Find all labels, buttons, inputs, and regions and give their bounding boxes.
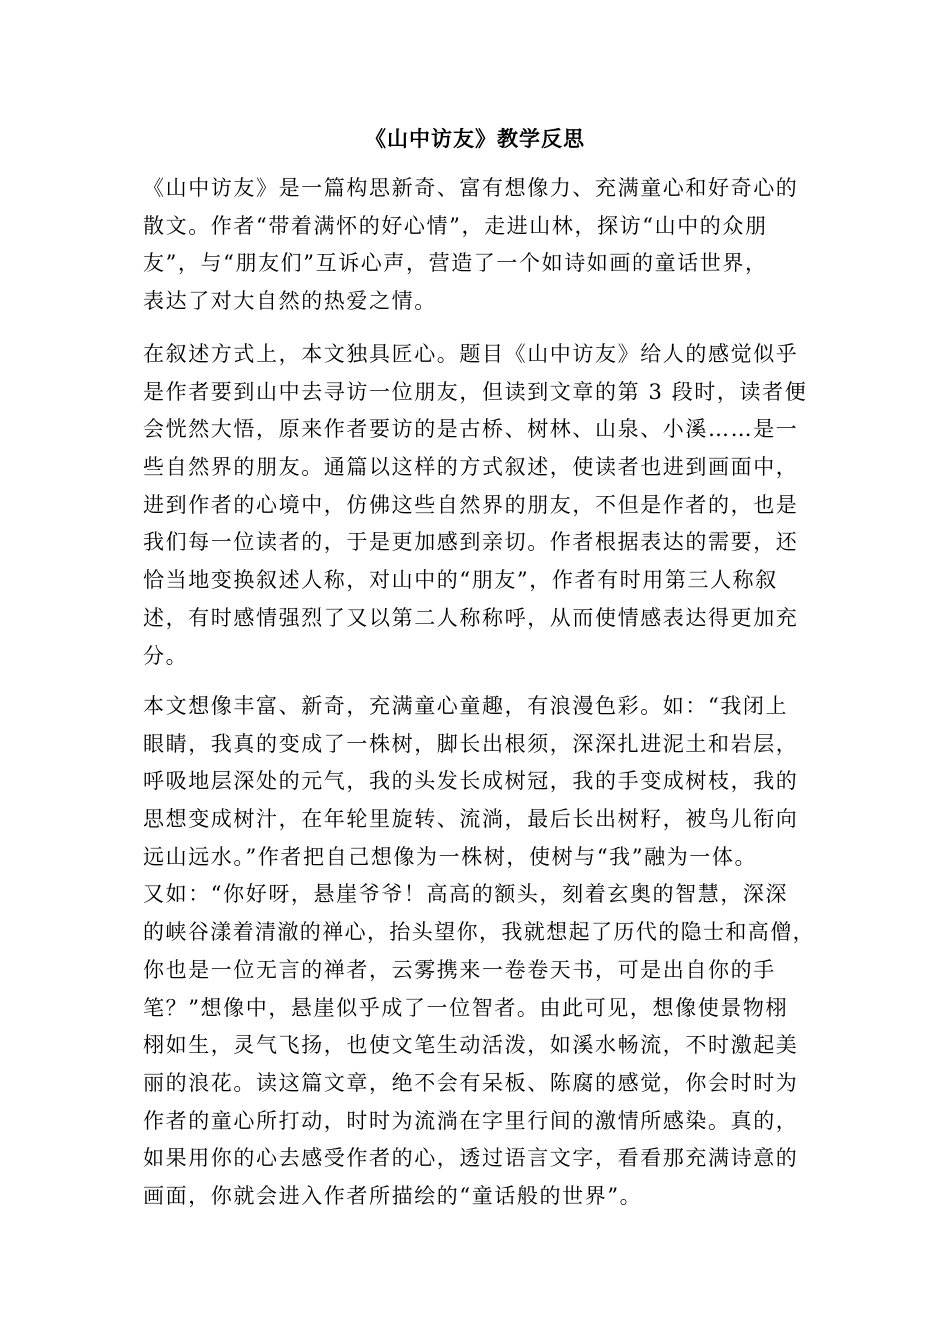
text-line: 又如：“你好呀，悬崖爷爷！高高的额头，刻着玄奥的智慧，深深: [143, 882, 789, 907]
text-line: 作者的童心所打动，时时为流淌在字里行间的激情所感染。真的，: [143, 1108, 799, 1133]
paragraph-imagination: [143, 688, 815, 1216]
text-line: 的峡谷漾着清澈的禅心，抬头望你，我就想起了历代的隐士和高僧，: [143, 920, 815, 945]
text-line: 你也是一位无言的禅者，云雾携来一卷卷天书，可是出自你的手: [143, 957, 776, 982]
text-line: 友”，与“朋友们”互诉心声，营造了一个如诗如画的童话世界，: [143, 251, 768, 276]
text-line: 述，有时感情强烈了又以第二人称称呼，从而使情感表达得更加充: [143, 605, 799, 630]
text-line: 《山中访友》是一篇构思新奇、富有想像力、充满童心和好奇心的: [143, 176, 799, 200]
text-line: 笔？”想像中，悬崖似乎成了一位智者。由此可见，想像使景物栩: [143, 995, 789, 1020]
text-line: 远山远水。”作者把自己想像为一株树，使树与“我”融为一体。: [143, 844, 758, 869]
text-line: 是作者要到山中去寻访一位朋友，但读到文章的第 3 段时，读者便: [143, 379, 808, 404]
document-title: 《山中访友》教学反思: [365, 126, 585, 151]
text-line: 在叙述方式上，本文独具匠心。题目《山中访友》给人的感觉似乎: [143, 342, 799, 366]
text-line: 分。: [143, 643, 189, 668]
text-line: 思想变成树汁，在年轮里旋转、流淌，最后长出树籽，被鸟儿衔向: [143, 807, 799, 832]
text-line: 会恍然大悟，原来作者要访的是古桥、树林、山泉、小溪……是一: [143, 417, 799, 442]
text-line: 表达了对大自然的热爱之情。: [143, 289, 437, 314]
text-line: 呼吸地层深处的元气，我的头发长成树冠，我的手变成树枝，我的: [143, 769, 799, 794]
text-line: 我们每一位读者的，于是更加感到亲切。作者根据表达的需要，还: [143, 530, 799, 555]
paragraph-intro: [143, 170, 807, 321]
text-line: 栩如生，灵气飞扬，也使文笔生动活泼，如溪水畅流，不时激起美: [143, 1033, 799, 1058]
text-line: 眼睛，我真的变成了一株树，脚长出根须，深深扎进泥土和岩层，: [143, 731, 799, 756]
text-line: 如果用你的心去感受作者的心，透过语言文字，看看那充满诗意的: [143, 1146, 799, 1171]
text-line: 些自然界的朋友。通篇以这样的方式叙述，使读者也进到画面中，: [143, 455, 799, 480]
paragraph-narration: [143, 336, 807, 675]
text-line: 进到作者的心境中，仿佛这些自然界的朋友，不但是作者的，也是: [143, 492, 799, 517]
text-line: 画面，你就会进入作者所描绘的“童话般的世界”。: [143, 1183, 643, 1208]
text-line: 散文。作者“带着满怀的好心情”，走进山林，探访“山中的众朋: [143, 213, 768, 238]
text-line: 本文想像丰富、新奇，充满童心童趣，有浪漫色彩。如：“我闭上: [143, 694, 789, 718]
text-line: 丽的浪花。读这篇文章，绝不会有呆板、陈腐的感觉，你会时时为: [143, 1070, 799, 1095]
text-line: 恰当地变换叙述人称，对山中的“朋友”，作者有时用第三人称叙: [143, 568, 778, 593]
